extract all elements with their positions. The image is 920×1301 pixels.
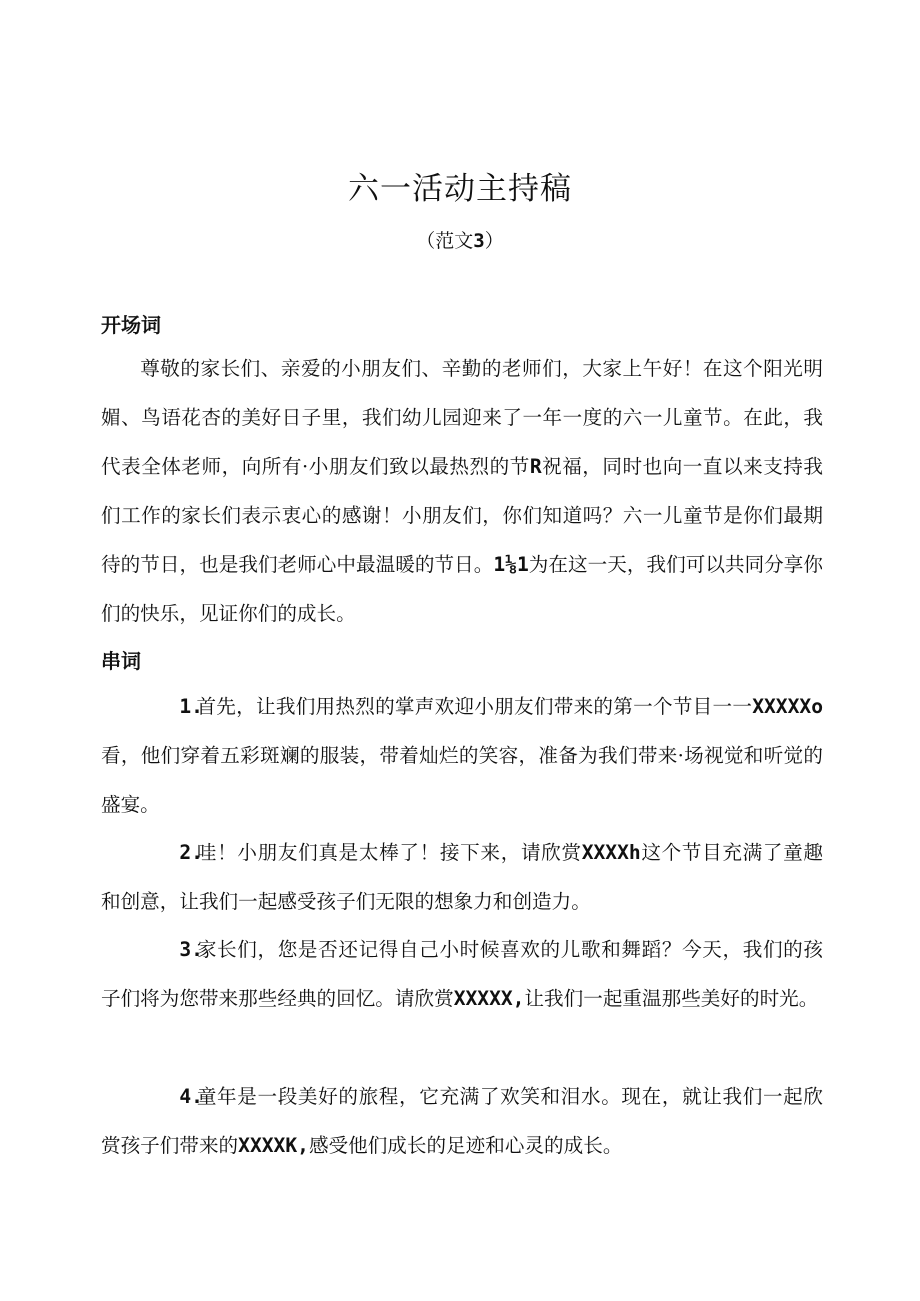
opening-text-b: 祝福，同时也向一直以来支持我们工作的家长们表示衷心的感谢！小朋友们，你们知道吗？六一儿童节是你们最期待的节日，也是我们老师心中最温暖的节日。 xyxy=(101,455,823,576)
item-text-a: 首先，让我们用热烈的掌声欢迎小朋友们带来的第一个节目一一 xyxy=(196,695,753,718)
opening-code-b: 1⅛1 xyxy=(493,553,529,576)
item-text-b: 感受他们成长的足迹和心灵的成长。 xyxy=(308,1134,623,1157)
item-code: XXXXXo xyxy=(752,695,823,718)
document-subtitle xyxy=(0,226,920,253)
interlude-item-1 xyxy=(101,682,823,829)
item-number: 3. xyxy=(179,938,203,961)
opening-text-a: 尊敬的家长们、亲爱的小朋友们、辛勤的老师们，大家上午好！在这个阳光明媚、鸟语花杏的美好日子里，我们幼儿园迎来了一年一度的六一儿童节。在此，我代表全体老师，向所有·小朋友们致以最热烈的节 xyxy=(101,357,823,478)
document-title: 六一活动主持稿 xyxy=(348,171,572,207)
item-number: 4. xyxy=(179,1085,203,1108)
item-text-a: 童年是一段美好的旅程，它充满了欢笑和泪水。现在，就让我们一起欣赏孩子们带来的 xyxy=(101,1085,823,1157)
item-number: 2. xyxy=(179,841,203,864)
opening-code-a: R xyxy=(529,455,542,478)
interlude-item-2 xyxy=(101,828,823,926)
subtitle-suffix: ） xyxy=(484,230,504,252)
item-text-a: 家长们，您是否还记得自己小时候喜欢的儿歌和舞蹈？今天，我们的孩子们将为您带来那些经典的回忆。请欣赏 xyxy=(101,938,823,1010)
item-text-a: 哇！小朋友们真是太棒了！接下来，请欣赏 xyxy=(196,841,582,864)
item-number: 1. xyxy=(179,695,203,718)
interlude-item-4 xyxy=(101,1072,823,1170)
interlude-heading: 串词 xyxy=(101,649,141,673)
item-code: XXXXK, xyxy=(238,1134,309,1157)
opening-text-c: 为在这一天，我们可以共同分享你们的快乐，见证你们的成长。 xyxy=(101,553,824,625)
item-text-b: 让我们一起重温那些美好的时光。 xyxy=(524,987,819,1010)
interlude-item-3 xyxy=(101,925,823,1023)
item-text-b: 看，他们穿着五彩斑斓的服装，带着灿烂的笑容，准备为我们带来·场视觉和听觉的盛宴。 xyxy=(101,744,823,816)
opening-paragraph xyxy=(101,344,823,638)
item-code: XXXXh xyxy=(581,841,641,864)
item-code: XXXXX, xyxy=(453,987,525,1010)
subtitle-number: 3 xyxy=(473,230,485,252)
item-text-b: 这个节目充满了童趣和创意，让我们一起感受孩子们无限的想象力和创造力。 xyxy=(101,841,824,913)
subtitle-prefix: （范文 xyxy=(416,230,474,252)
opening-heading: 开场词 xyxy=(101,313,161,337)
